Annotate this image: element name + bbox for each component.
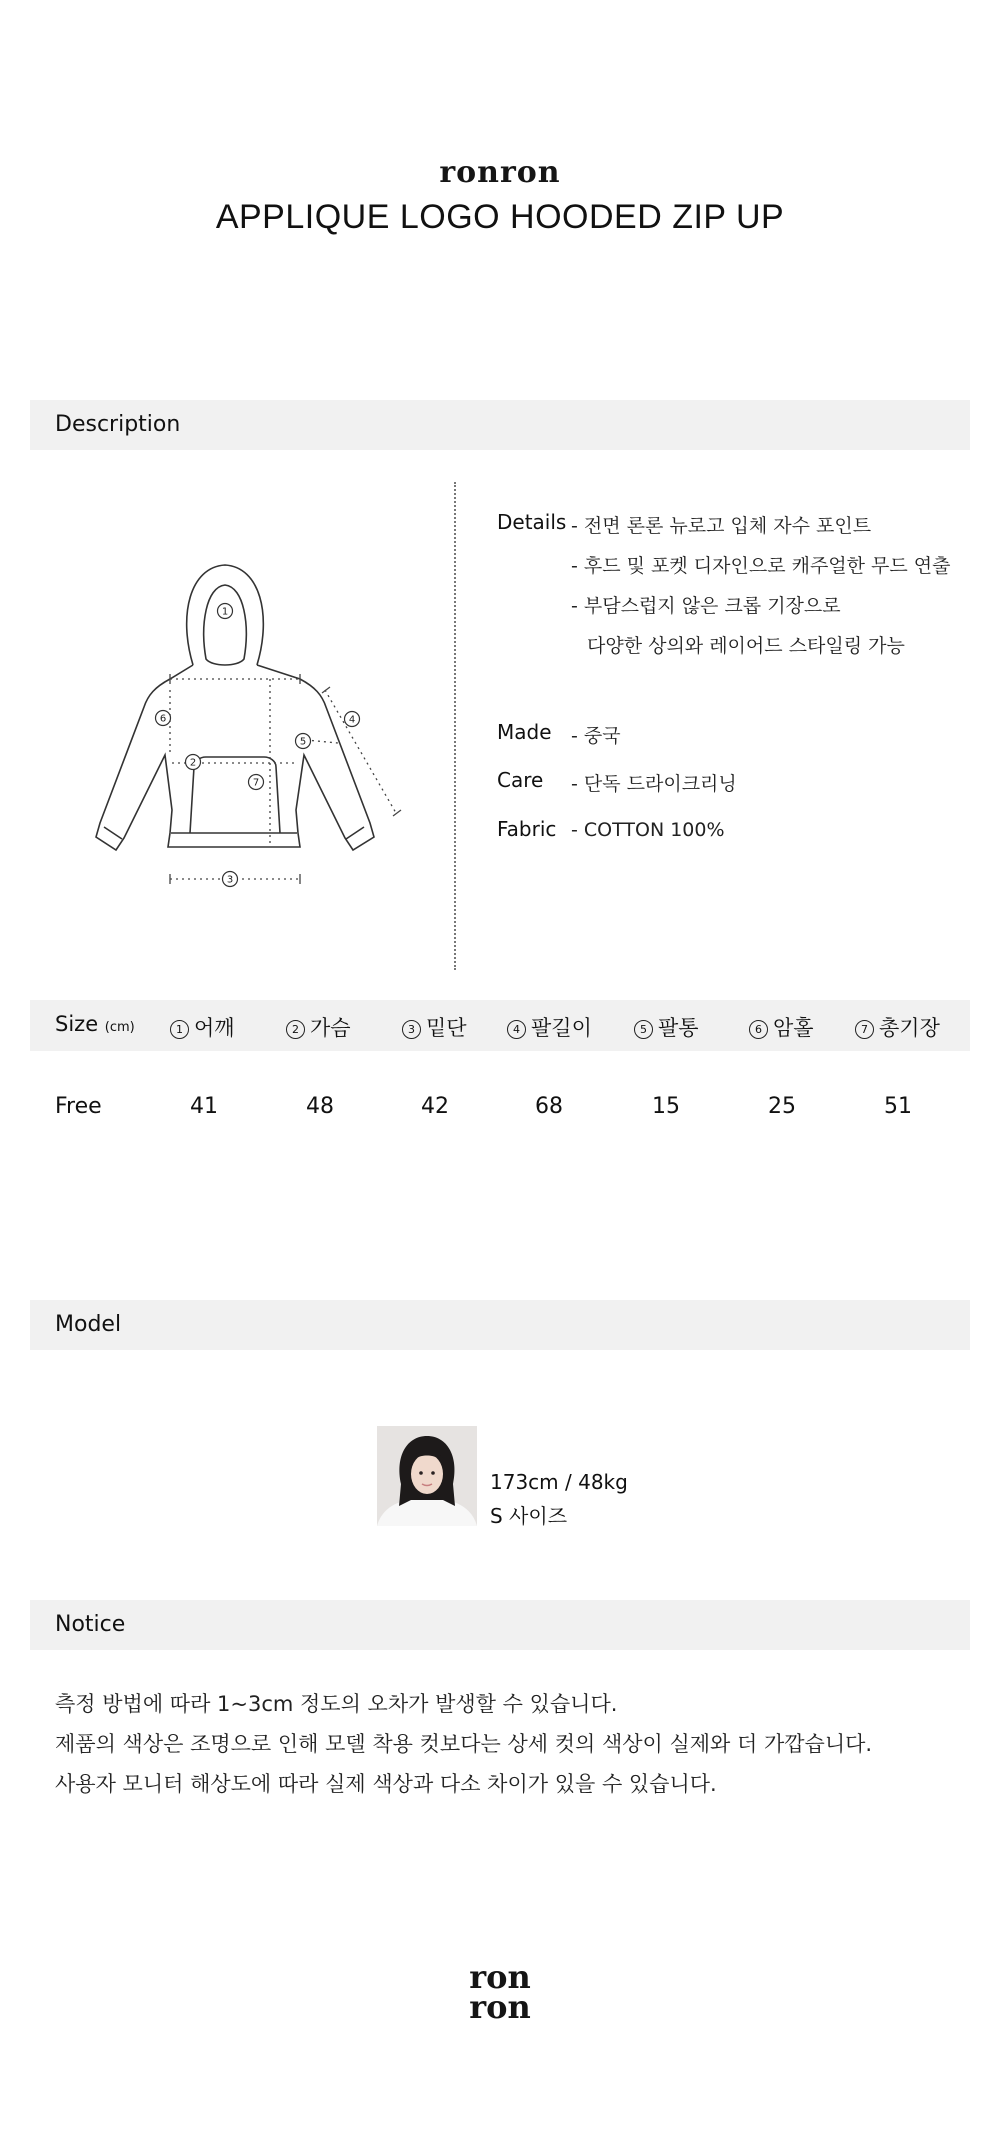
col-sleeve-length-header <box>507 1012 592 1042</box>
footer-logo <box>0 1958 1000 2026</box>
notice-line-1: 측정 방법에 따라 1~3cm 정도의 오차가 발생할 수 있습니다. <box>55 1692 618 1716</box>
svg-text:3: 3 <box>226 874 234 886</box>
pocket-outline <box>190 757 280 833</box>
model-section-header <box>30 1300 970 1350</box>
footer-logo-bottom: ron <box>469 1988 531 2026</box>
marker-3: 3 <box>402 1020 421 1039</box>
made-value: - 중국 <box>571 725 621 747</box>
size-free-shoulder: 41 <box>190 1094 218 1119</box>
notice-section-header <box>30 1600 970 1650</box>
size-free-chest: 48 <box>306 1094 334 1119</box>
fabric-label: Fabric <box>497 817 557 841</box>
hood-inner <box>204 585 246 665</box>
details-line-1: - 전면 론론 뉴로고 입체 자수 포인트 <box>571 515 872 537</box>
product-title: APPLIQUE LOGO HOODED ZIP UP <box>215 198 785 236</box>
size-label: Size <box>55 1012 99 1036</box>
made-label: Made <box>497 720 552 744</box>
details-line-3: - 부담스럽지 않은 크롭 기장으로 <box>571 595 841 617</box>
col-armhole-header <box>749 1012 814 1042</box>
care-value: - 단독 드라이크리닝 <box>571 773 737 795</box>
col-sleeve-width-label: 팔통 <box>658 1016 699 1040</box>
svg-text:6: 6 <box>159 713 167 725</box>
model-portrait-image <box>377 1426 477 1526</box>
size-free-armhole: 25 <box>768 1094 796 1119</box>
svg-text:4: 4 <box>348 714 356 726</box>
col-chest-header <box>286 1012 351 1042</box>
svg-text:2: 2 <box>189 757 197 769</box>
description-section-header <box>30 400 970 450</box>
col-sleeve-length-label: 팔길이 <box>531 1016 592 1040</box>
description-heading: Description <box>55 412 181 437</box>
notice-heading: Notice <box>55 1612 126 1637</box>
svg-text:7: 7 <box>252 777 260 789</box>
footer-logo-top: ron <box>469 1958 531 1996</box>
col-sleeve-width-header <box>634 1012 699 1042</box>
notice-line-2: 제품의 색상은 조명으로 인해 모델 착용 컷보다는 상세 컷의 색상이 실제와 더 가깝습니다. <box>55 1732 873 1756</box>
size-free-sleeve-length: 68 <box>535 1094 563 1119</box>
size-unit: (cm) <box>104 1020 135 1035</box>
col-shoulder-header <box>170 1012 235 1042</box>
brand-logo: ronron <box>439 155 561 190</box>
size-free-total-length: 51 <box>884 1094 912 1119</box>
hoodie-size-diagram <box>60 555 430 900</box>
model-photo <box>377 1426 477 1526</box>
size-free-label: Free <box>55 1094 102 1119</box>
model-heading: Model <box>55 1312 122 1337</box>
model-measurements: 173cm / 48kg <box>490 1470 628 1494</box>
size-column-header <box>55 1012 135 1036</box>
svg-text:1: 1 <box>221 606 229 618</box>
col-chest-label: 가슴 <box>310 1016 351 1040</box>
marker-5: 5 <box>634 1020 653 1039</box>
notice-line-3: 사용자 모니터 해상도에 따라 실제 색상과 다소 차이가 있을 수 있습니다. <box>55 1772 717 1796</box>
col-total-length-header <box>855 1012 940 1042</box>
marker-6: 6 <box>749 1020 768 1039</box>
col-hem-label: 밑단 <box>426 1016 467 1040</box>
col-armhole-label: 암홀 <box>773 1016 814 1040</box>
details-line-2: - 후드 및 포켓 디자인으로 캐주얼한 무드 연출 <box>571 555 951 577</box>
col-hem-header <box>402 1012 467 1042</box>
care-label: Care <box>497 768 544 792</box>
col-shoulder-label: 어깨 <box>194 1016 235 1040</box>
col-total-length-label: 총기장 <box>879 1016 940 1040</box>
marker-1: 1 <box>170 1020 189 1039</box>
size-free-sleeve-width: 15 <box>652 1094 680 1119</box>
details-label: Details <box>497 510 567 534</box>
marker-7: 7 <box>855 1020 874 1039</box>
fabric-value: - COTTON 100% <box>571 819 725 841</box>
svg-text:5: 5 <box>299 736 307 748</box>
marker-2: 2 <box>286 1020 305 1039</box>
description-divider <box>454 482 456 970</box>
details-line-4: 다양한 상의와 레이어드 스타일링 가능 <box>587 635 905 657</box>
size-free-hem: 42 <box>421 1094 449 1119</box>
marker-4: 4 <box>507 1020 526 1039</box>
model-size: S 사이즈 <box>490 1504 568 1528</box>
